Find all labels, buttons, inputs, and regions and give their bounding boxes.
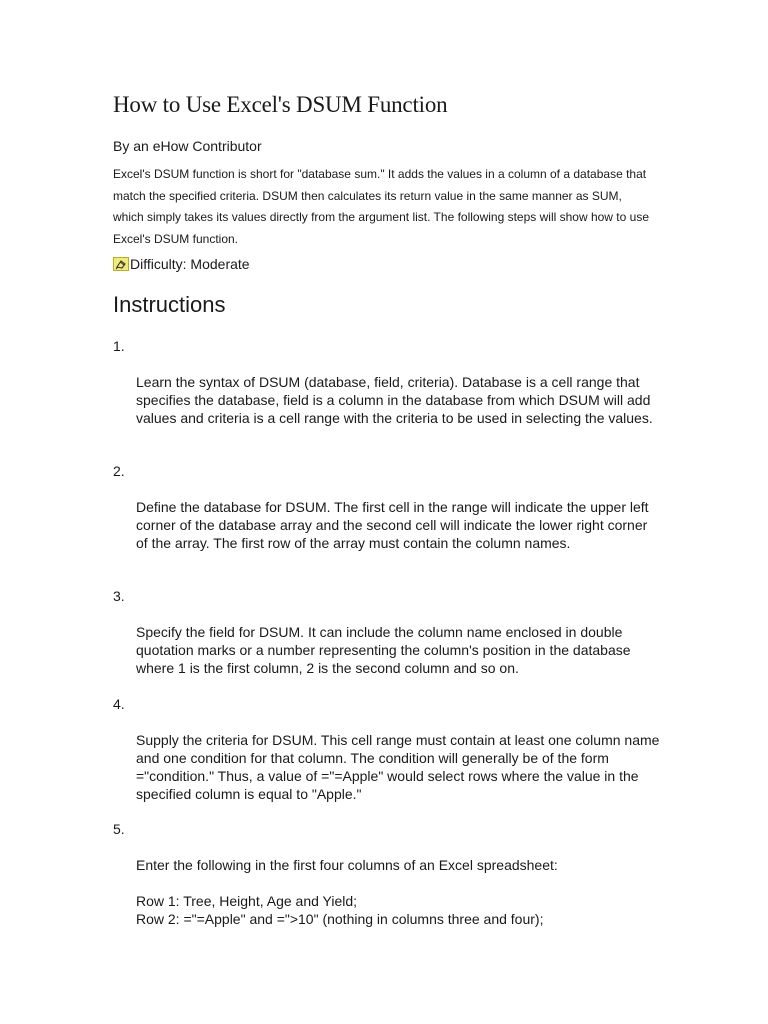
- step-4-number: 4.: [113, 696, 125, 712]
- byline: By an eHow Contributor: [113, 138, 262, 154]
- intro-paragraph: Excel's DSUM function is short for "database sum." It adds the values in a column of a database that match the specified criteria. DSUM then calculates its return value in the same manner as SUM, which simply takes its values directly from the argument list. The following steps will show how to use Excel's DSUM function.: [113, 167, 649, 246]
- difficulty: [113, 256, 250, 272]
- step-5-row-1: Row 1: Tree, Height, Age and Yield;: [136, 893, 358, 909]
- step-5-number: 5.: [113, 821, 125, 837]
- step-5-row-2: Row 2: ="=Apple" and =">10" (nothing in columns three and four);: [136, 911, 544, 927]
- article-title: How to Use Excel's DSUM Function: [113, 92, 448, 117]
- step-2-text: Define the database for DSUM. The first cell in the range will indicate the upper left corner of the database array and the second cell will indicate the lower right corner of the array. The first row of the array must contain the column names.: [136, 499, 649, 551]
- step-1-number: 1.: [113, 338, 125, 354]
- step-1-text: Learn the syntax of DSUM (database, field, criteria). Database is a cell range that specifies the database, field is a column in the database from which DSUM will add values and criteria is a cell range with the criteria to be used in selecting the values.: [136, 374, 653, 426]
- instructions-heading: Instructions: [113, 292, 226, 317]
- step-3-number: 3.: [113, 588, 125, 604]
- difficulty-label: Difficulty: Moderate: [130, 256, 250, 272]
- step-3-text: Specify the field for DSUM. It can include the column name enclosed in double quotation marks or a number representing the column's position in the database where 1 is the first column, 2 is the second column and so on.: [136, 624, 631, 676]
- difficulty-icon: [113, 257, 129, 271]
- step-4-text: Supply the criteria for DSUM. This cell range must contain at least one column name and one condition for that column. The condition will generally be of the form ="condition." Thus, a value of ="=Apple" would select rows where the value in the specified column is equal to "Apple.": [136, 732, 660, 802]
- step-5-rows: [136, 892, 661, 928]
- step-5-text: Enter the following in the first four columns of an Excel spreadsheet:: [136, 857, 558, 873]
- step-2-number: 2.: [113, 463, 125, 479]
